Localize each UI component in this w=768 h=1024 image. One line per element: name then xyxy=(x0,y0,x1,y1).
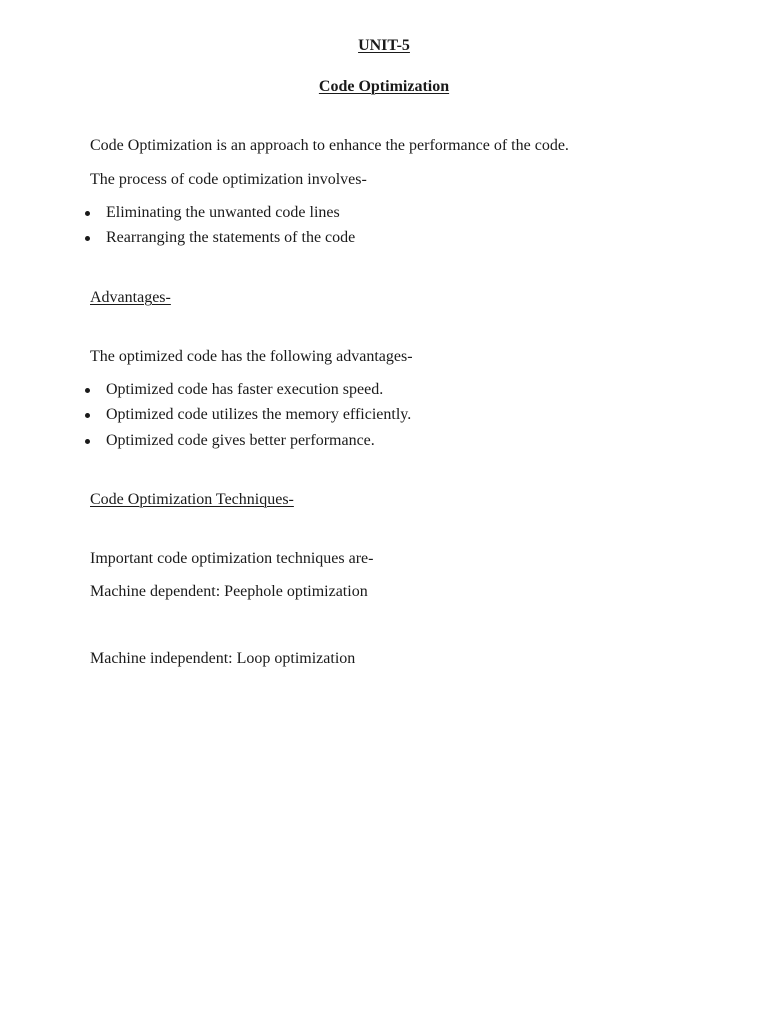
process-lead: The process of code optimization involves- xyxy=(90,171,367,188)
list-item-text: Optimized code utilizes the memory efficiently. xyxy=(106,406,412,423)
page-title: Code Optimization xyxy=(318,78,450,95)
list-item-text: Rearranging the statements of the code xyxy=(106,229,356,246)
list-item-text: Eliminating the unwanted code lines xyxy=(106,204,340,221)
definition-paragraph: Code Optimization is an approach to enhance the performance of the code. xyxy=(90,137,569,154)
machine-independent-line: Machine independent: Loop optimization xyxy=(90,650,356,667)
advantages-lead: The optimized code has the following advantages- xyxy=(90,348,413,365)
bullet-icon xyxy=(85,413,90,418)
list-item-text: Optimized code gives better performance. xyxy=(106,432,375,449)
list-item-text: Optimized code has faster execution speed. xyxy=(106,381,384,398)
bullet-icon xyxy=(85,211,90,216)
bullet-icon xyxy=(85,439,90,444)
unit-heading: UNIT-5 xyxy=(358,37,410,54)
advantages-heading: Advantages- xyxy=(90,289,171,306)
machine-dependent-line: Machine dependent: Peephole optimization xyxy=(90,583,368,600)
techniques-heading: Code Optimization Techniques- xyxy=(90,491,294,508)
techniques-lead: Important code optimization techniques are- xyxy=(90,550,374,567)
bullet-icon xyxy=(85,388,90,393)
bullet-icon xyxy=(85,236,90,241)
